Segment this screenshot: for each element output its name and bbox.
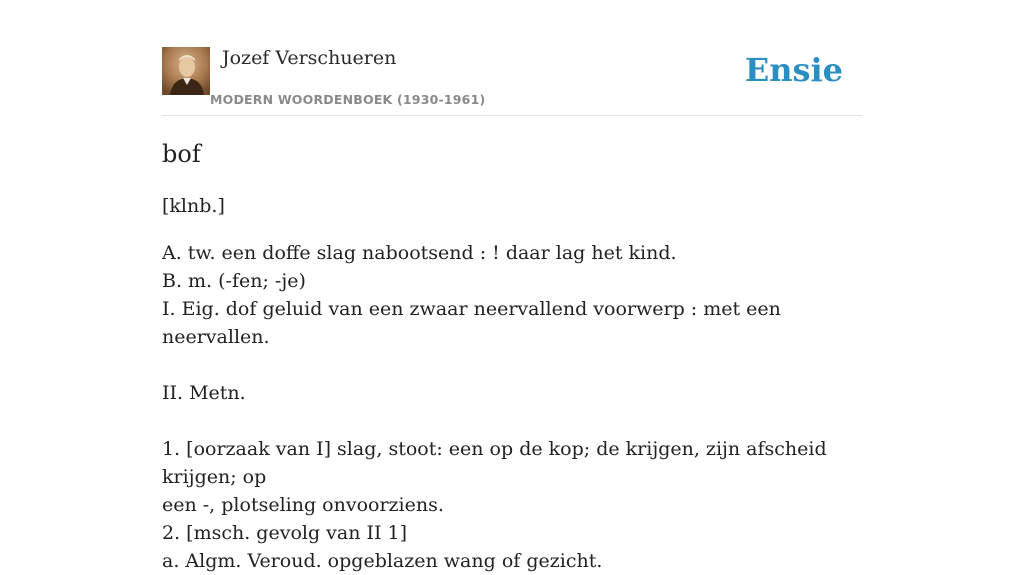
author-avatar[interactable] (162, 47, 210, 95)
definition-line: 1. [oorzaak van I] slag, stoot: een op de kop; de krijgen, zijn afscheid krijgen; op (162, 438, 827, 488)
definition-line: A. tw. een doffe slag nabootsend : ! daar lag het kind. (162, 242, 677, 264)
definition-line: II. Metn. (162, 382, 246, 404)
author-name[interactable]: Jozef Verschueren (222, 47, 397, 69)
entry-term: bof (162, 140, 201, 168)
ensie-logo[interactable]: Ensie (744, 51, 843, 89)
definition-line: a. Algm. Veroud. opgeblazen wang of gezicht. (162, 550, 603, 572)
definition-line (162, 407, 862, 435)
author-portrait-image (162, 47, 210, 95)
definition-line: 2. [msch. gevolg van II 1] (162, 522, 408, 544)
definition-line: I. Eig. dof geluid van een zwaar neervallend voorwerp : met een neervallen. (162, 298, 781, 348)
entry-definition (162, 239, 862, 575)
page-container (162, 0, 862, 572)
entry-grammar-label: [klnb.] (162, 195, 225, 217)
definition-line: B. m. (-fen; -je) (162, 270, 306, 292)
source-dictionary-name[interactable]: MODERN WOORDENBOEK (1930-1961) (210, 92, 486, 107)
definition-line (162, 351, 862, 379)
definition-line: een -, plotseling onvoorziens. (162, 494, 444, 516)
page-header (162, 0, 862, 116)
